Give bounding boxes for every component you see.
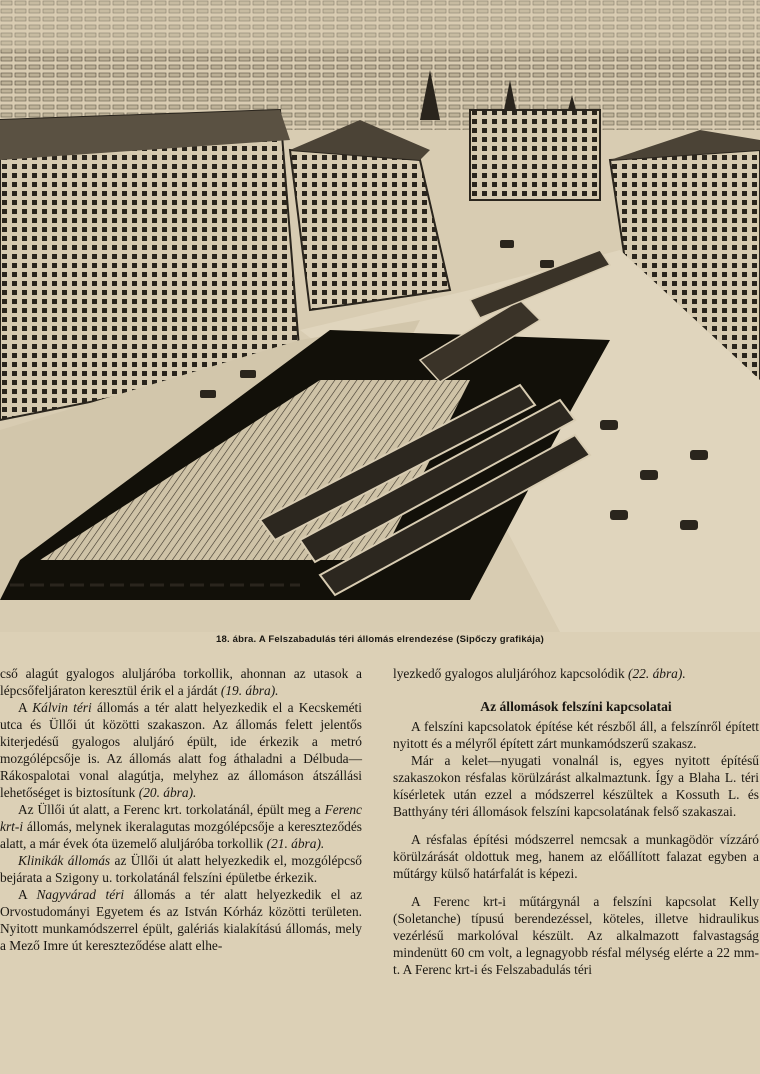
station-name: Nagyvárad téri <box>36 887 125 902</box>
paragraph <box>0 665 362 699</box>
station-name: Ferenc krt-i <box>0 802 362 834</box>
figure-caption: 18. ábra. A Felszabadulás téri állomás elrendezése (Sipőczy grafikája) <box>216 634 544 645</box>
paragraph-text: az Üllői út alatt helyezkedik el, mozgólépcső bejárata a Szigony u. torkolatánál felszíni épületbe érkezik. <box>0 853 362 885</box>
right-column <box>393 665 759 978</box>
figure-reference: (21. ábra). <box>266 836 325 851</box>
paragraph: A felszíni kapcsolatok építése két részből áll, a felszínről épített nyitott és a mélyről épített zárt munkamódszerű szakasz. <box>393 719 759 751</box>
figure-reference: (22. ábra). <box>628 666 686 681</box>
section-heading: Az állomások felszíni kapcsolatai <box>480 699 672 714</box>
paragraph-text: Az Üllői út alatt, a Ferenc krt. torkolatánál, épült meg a <box>18 802 321 817</box>
figure-reference: (19. ábra). <box>220 683 279 698</box>
station-name: Klinikák állomás <box>18 853 111 868</box>
paragraph-text: állomás a tér alatt helyezkedik el az Orvostudományi Egyetem és az István Kórház közötti területen. Nyitott munkamódszerrel épült, galériás kialakítású állomás, mely a Mező Imre út kereszteződése alatt elhe- <box>0 887 363 953</box>
paragraph-text: cső alagút gyalogos aluljáróba torkollik, ahonnan az utasok a lépcsőfeljáraton keresztül érik el a járdát <box>0 666 362 698</box>
paragraph-text: állomás, melynek ikeralagutas mozgólépcsője a kereszteződés alatt, a már évek óta üzemelő aluljáróba torkollik <box>0 819 362 851</box>
paragraph: A Ferenc krt-i műtárgynál a felszíni kapcsolat Kelly (Soletanche) típusú berendezéssel, köteles, illetve hidraulikus vezérlésű markolóval készült. Az alkalmazott falvastagság mindenütt 60 cm volt, a legnagyobb résfal mélység elérte a 22 mm-t. A Ferenc krt-i és Felszabadulás téri <box>393 894 759 977</box>
paragraph: A résfalas építési módszerrel nemcsak a munkagödör vízzáró körülzárását oldottuk meg, hanem az előállított falazat egyben a műtárgy külső határfalát is képezi. <box>393 832 759 881</box>
paragraph-text: A <box>18 700 27 715</box>
paragraph <box>0 699 362 801</box>
paragraph <box>393 665 759 682</box>
station-name: Kálvin téri <box>32 700 92 715</box>
paragraph <box>0 801 362 852</box>
paragraph <box>0 886 362 954</box>
paragraph <box>0 852 362 886</box>
paragraph-text: A <box>18 887 27 902</box>
figure-reference: (20. ábra). <box>138 785 197 800</box>
paragraph: Már a kelet—nyugati vonalnál is, egyes nyitott építésű szakaszokon résfalas körülzárást alkalmaztunk. Így a Blaha L. téri kísérletek után ezzel a módszerrel készültek a Kossuth L. és Batthyány téri állomások felszíni kapcsolatának felső szakaszai. <box>393 753 759 819</box>
paragraph-text: lyezkedő gyalogos aluljáróhoz kapcsolódik <box>393 666 625 681</box>
left-column <box>0 665 362 954</box>
paragraph-text: állomás a tér alatt helyezkedik el a Kecskeméti utca és Üllői út közötti szakaszon. Az állomás felett jelentős kiterjedésű gyalogos aluljáró épült, ide érkezik a metró mozgólépcsője is. Az állomás alatt fog áthaladni a Délbuda—Rákospalotai vonal alagútja, melyhez az állomáson átszállási lehetőséget is biztosítunk <box>0 700 362 800</box>
